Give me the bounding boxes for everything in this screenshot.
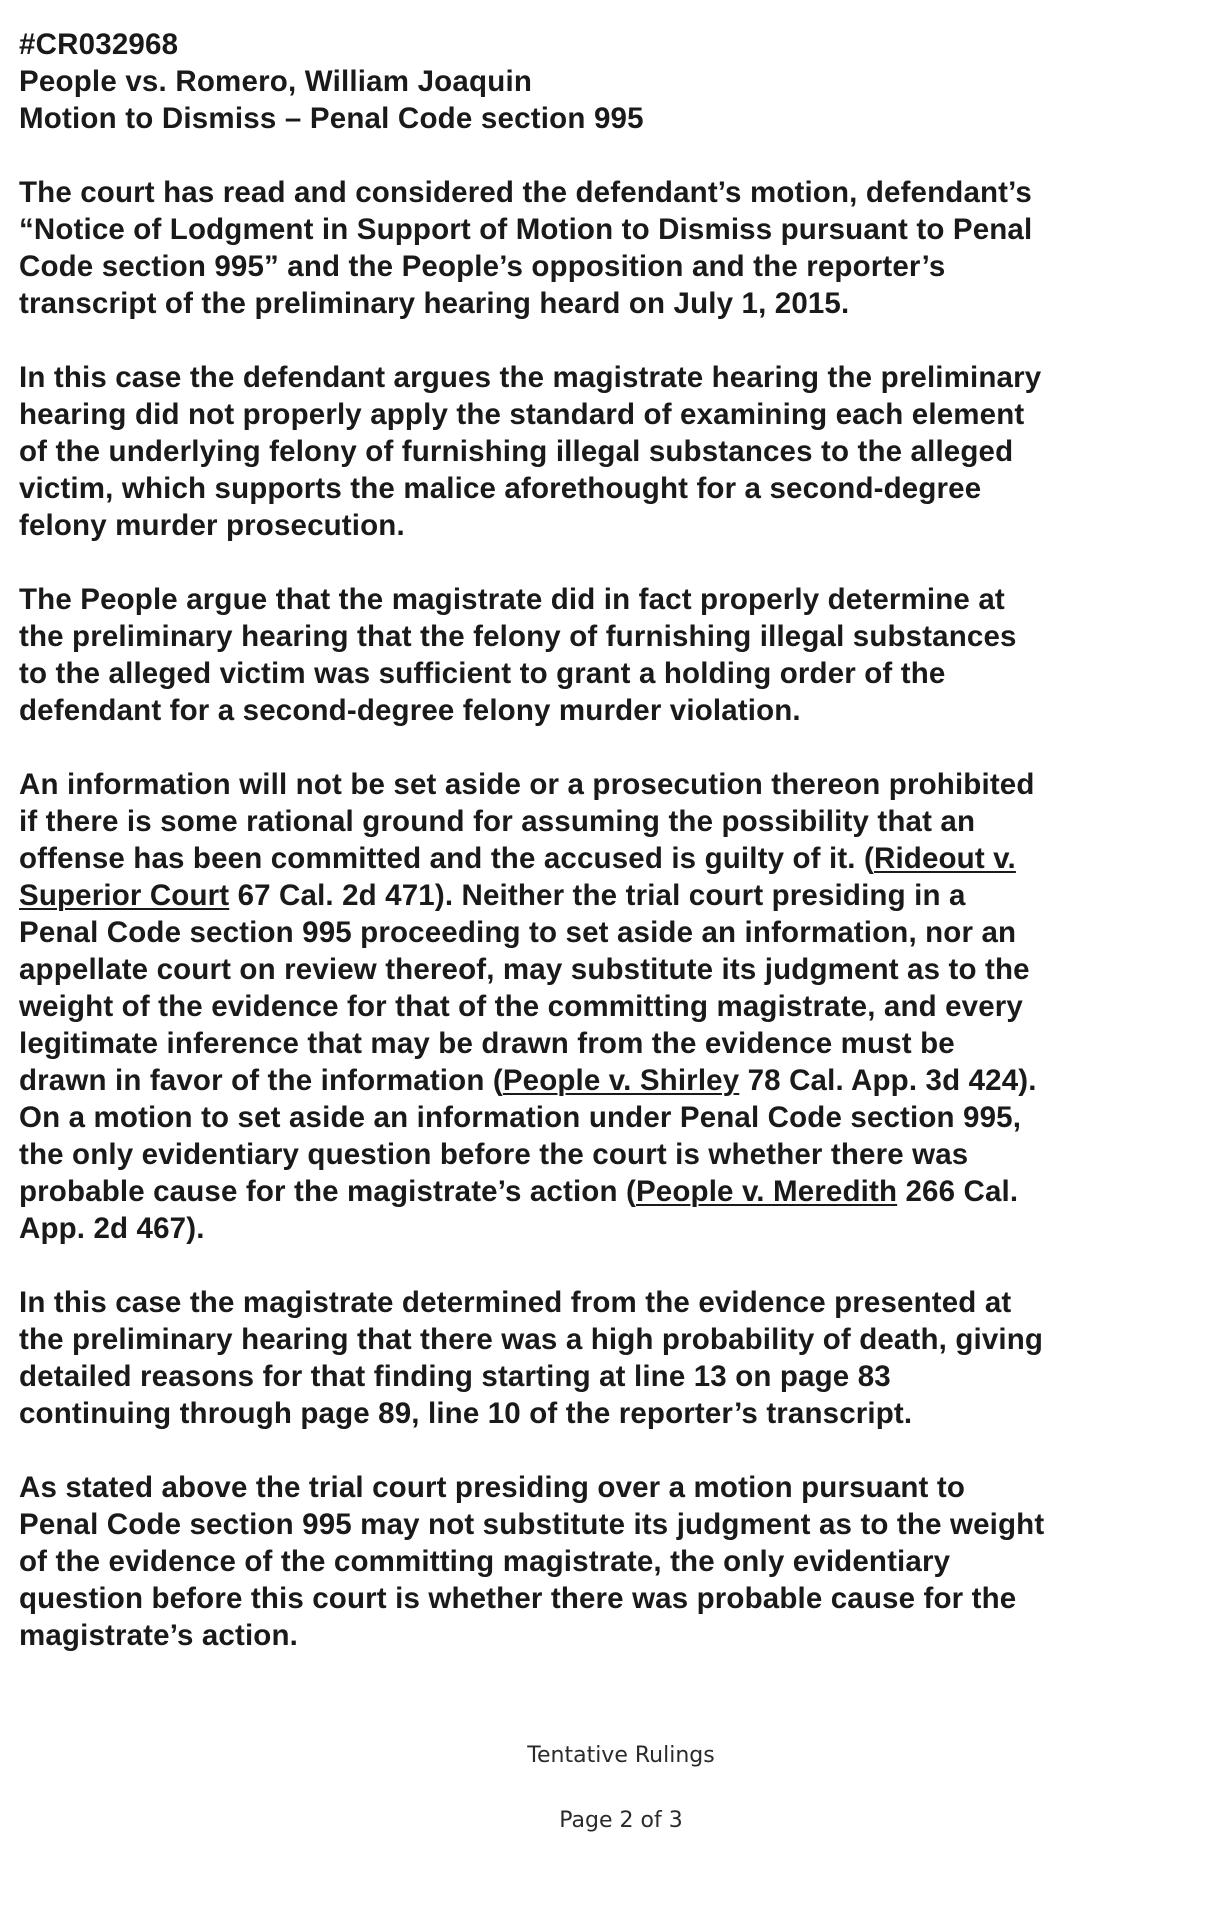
document-header — [19, 26, 1179, 137]
text-line: App. 2d 467). — [19, 1212, 205, 1245]
case-citation-shirley: People v. Shirley — [502, 1064, 740, 1097]
text-line: the only evidentiary question before the court is whether there was — [19, 1138, 969, 1171]
ruling-body — [19, 174, 1169, 1691]
case-citation-meredith: People v. Meredith — [635, 1175, 898, 1208]
text-line: Code section 995” and the People’s opposition and the reporter’s — [19, 250, 946, 283]
text-line: the preliminary hearing that there was a high probability of death, giving — [19, 1323, 1044, 1356]
text-line: In this case the magistrate determined from the evidence presented at — [19, 1286, 1012, 1319]
text-line: legitimate inference that may be drawn from the evidence must be — [19, 1027, 955, 1060]
case-citation-rideout: Rideout v. — [873, 842, 1016, 875]
text-line: weight of the evidence for that of the committing magistrate, and every — [19, 990, 1023, 1023]
text-line: magistrate’s action. — [19, 1619, 298, 1652]
text-segment: drawn in favor of the information ( — [19, 1064, 503, 1097]
case-title: People vs. Romero, William Joaquin — [19, 65, 533, 98]
text-line: The People argue that the magistrate did in fact properly determine at — [19, 583, 1005, 616]
text-line: victim, which supports the malice aforethought for a second-degree — [19, 472, 982, 505]
footer-label: Tentative Rulings — [527, 1743, 715, 1768]
paragraph-2 — [19, 359, 1169, 544]
text-line — [19, 1173, 1169, 1210]
text-line — [19, 1062, 1169, 1099]
text-line: to the alleged victim was sufficient to grant a holding order of the — [19, 657, 946, 690]
text-line: Penal Code section 995 may not substitute its judgment as to the weight — [19, 1508, 1045, 1541]
text-line: An information will not be set aside or a prosecution thereon prohibited — [19, 768, 1035, 801]
case-citation-superior-court: Superior Court — [19, 879, 230, 912]
text-line: of the evidence of the committing magistrate, the only evidentiary — [19, 1545, 951, 1578]
page-number: Page 2 of 3 — [559, 1808, 683, 1833]
text-line: As stated above the trial court presiding over a motion pursuant to — [19, 1471, 965, 1504]
text-line: “Notice of Lodgment in Support of Motion to Dismiss pursuant to Penal — [19, 213, 1033, 246]
case-number: #CR032968 — [19, 28, 179, 61]
paragraph-4 — [19, 766, 1169, 1247]
text-line: detailed reasons for that finding starting at line 13 on page 83 — [19, 1360, 891, 1393]
paragraph-6 — [19, 1469, 1169, 1654]
text-line: The court has read and considered the defendant’s motion, defendant’s — [19, 176, 1032, 209]
text-line: In this case the defendant argues the magistrate hearing the preliminary — [19, 361, 1042, 394]
text-line: if there is some rational ground for assuming the possibility that an — [19, 805, 976, 838]
text-line: defendant for a second-degree felony murder violation. — [19, 694, 801, 727]
paragraph-5 — [19, 1284, 1169, 1432]
text-line: the preliminary hearing that the felony of furnishing illegal substances — [19, 620, 1017, 653]
text-line: On a motion to set aside an information under Penal Code section 995, — [19, 1101, 1022, 1134]
text-segment: 266 Cal. — [897, 1175, 1019, 1208]
paragraph-3 — [19, 581, 1169, 729]
paragraph-1 — [19, 174, 1169, 322]
text-line — [19, 877, 1169, 914]
text-line: transcript of the preliminary hearing heard on July 1, 2015. — [19, 287, 850, 320]
text-line: felony murder prosecution. — [19, 509, 405, 542]
text-line: of the underlying felony of furnishing illegal substances to the alleged — [19, 435, 1014, 468]
text-line: hearing did not properly apply the standard of examining each element — [19, 398, 1025, 431]
text-segment: offense has been committed and the accused is guilty of it. ( — [19, 842, 874, 875]
text-segment: probable cause for the magistrate’s action ( — [19, 1175, 636, 1208]
text-line: appellate court on review thereof, may substitute its judgment as to the — [19, 953, 1030, 986]
text-line: continuing through page 89, line 10 of the reporter’s transcript. — [19, 1397, 913, 1430]
motion-title: Motion to Dismiss – Penal Code section 995 — [19, 102, 644, 135]
text-segment: 78 Cal. App. 3d 424). — [739, 1064, 1037, 1097]
text-line — [19, 840, 1169, 877]
text-line: question before this court is whether there was probable cause for the — [19, 1582, 1017, 1615]
text-line: Penal Code section 995 proceeding to set aside an information, nor an — [19, 916, 1017, 949]
text-segment: 67 Cal. 2d 471). Neither the trial court presiding in a — [229, 879, 966, 912]
